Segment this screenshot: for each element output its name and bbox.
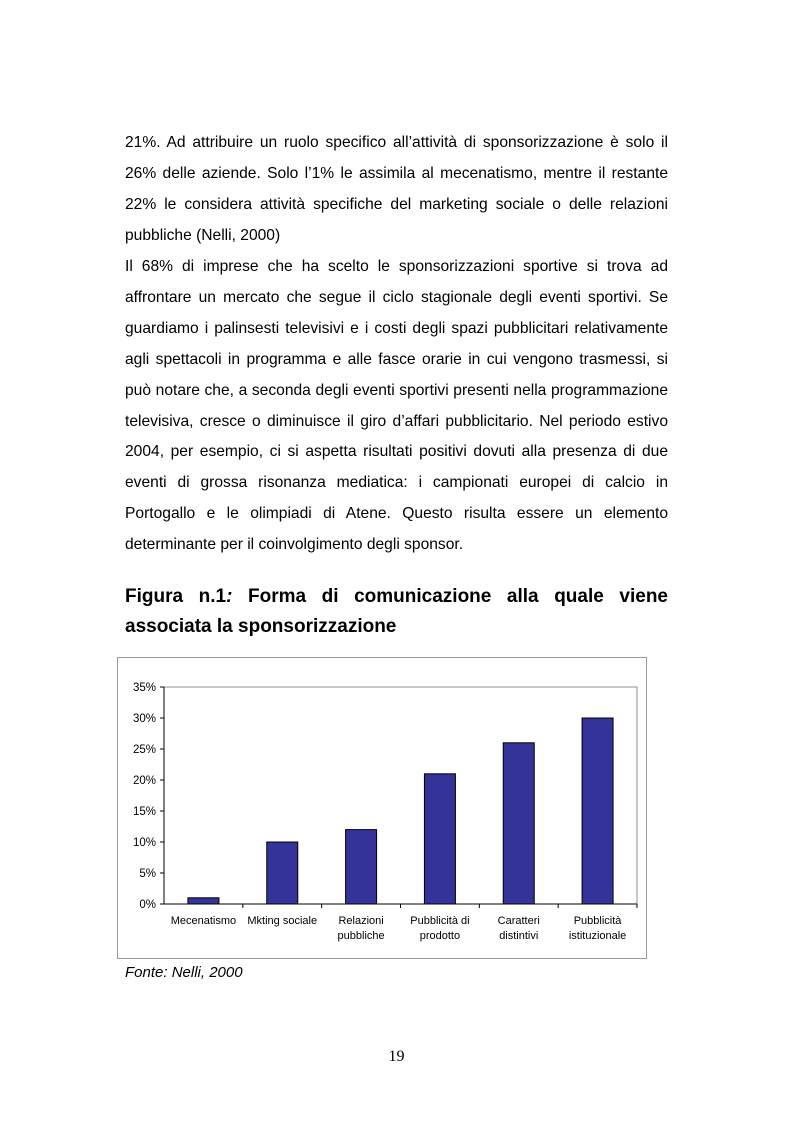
bar: [424, 774, 455, 904]
figure-label: Figura n.1: [125, 586, 227, 607]
bar: [503, 743, 534, 904]
plot-area: [164, 687, 637, 904]
x-tick-label: Mecenatismo: [170, 915, 237, 927]
body-paragraph-1: 21%. Ad attribuire un ruolo specifico all’attività di sponsorizzazione è solo il 26% delle aziende. Solo l’1% le assimila al mecenatismo, mentre il restante 22% le considera attività specifiche del marketing sociale o delle relazioni pubbliche (Nelli, 2000): [125, 134, 668, 244]
y-tick-label: 20%: [132, 775, 156, 787]
x-tick-label: Caratteri: [497, 915, 540, 927]
y-tick-label: 5%: [139, 868, 156, 880]
figure-separator: :: [226, 586, 233, 607]
figure-caption: Forma di comunicazione alla quale viene associata la sponsorizzazione: [125, 586, 668, 637]
y-tick-label: 30%: [132, 713, 156, 725]
figure-title: [125, 582, 668, 642]
y-tick-label: 35%: [132, 682, 156, 694]
chart-frame: [117, 657, 647, 959]
bar-chart: [118, 658, 648, 960]
y-tick-label: 25%: [132, 744, 156, 756]
x-tick-label: Mkting sociale: [247, 915, 318, 927]
bar: [267, 842, 298, 904]
figure-source: Fonte: Nelli, 2000: [125, 964, 243, 981]
body-paragraph-2: Il 68% di imprese che ha scelto le sponsorizzazioni sportive si trova ad affrontare un mercato che segue il ciclo stagionale degli eventi sportivi. Se guardiamo i palinsesti televisivi e i costi degli spazi pubblicitari relativamente agli spettacoli in programma e alle fasce orarie in cui vengono trasmessi, si può notare che, a seconda degli eventi sportivi presenti nella programmazione televisiva, cresce o diminuisce il giro d’affari pubblicitario. Nel periodo estivo 2004, per esempio, ci si aspetta risultati positivi dovuti alla presenza di due eventi di grossa risonanza mediatica: i campionati europei di calcio in Portogallo e le olimpiadi di Atene. Questo risulta essere un elemento determinante per il coinvolgimento degli sponsor.: [125, 258, 668, 554]
x-tick-label: pubbliche: [337, 930, 385, 942]
bar: [346, 830, 377, 904]
y-tick-label: 15%: [132, 806, 156, 818]
y-tick-label: 0%: [139, 899, 156, 911]
page-number: 19: [388, 1048, 405, 1065]
x-tick-label: Pubblicità: [573, 915, 622, 927]
x-tick-label: Pubblicità di: [410, 915, 470, 927]
bar: [188, 898, 219, 904]
bar: [582, 718, 613, 904]
x-tick-label: Relazioni: [338, 915, 384, 927]
x-tick-label: distintivi: [499, 930, 539, 942]
y-tick-label: 10%: [132, 837, 156, 849]
x-tick-label: istituzionale: [568, 930, 627, 942]
x-tick-label: prodotto: [419, 930, 461, 942]
